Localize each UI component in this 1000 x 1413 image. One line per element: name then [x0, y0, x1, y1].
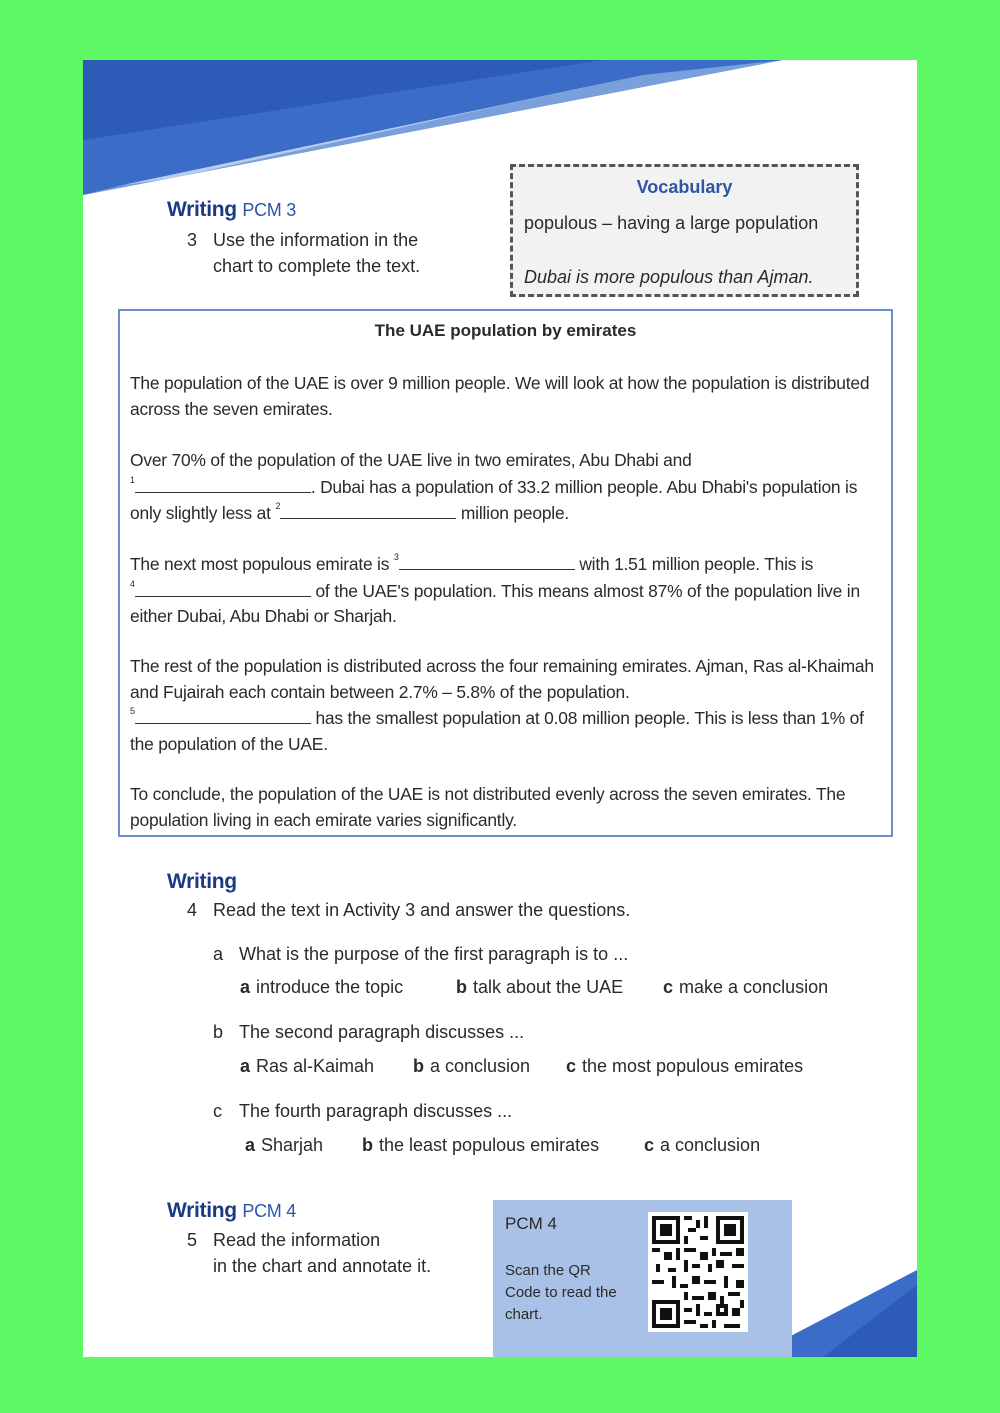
- option-text: a conclusion: [430, 1056, 531, 1076]
- option-c[interactable]: [566, 1056, 803, 1077]
- option-text: talk about the UAE: [473, 977, 624, 997]
- activity-number: 4: [187, 900, 198, 920]
- paragraph-text: Over 70% of the population of the UAE live in two emirates, Abu Dhabi and: [130, 450, 692, 470]
- blank-3[interactable]: [399, 551, 575, 570]
- option-text: a conclusion: [660, 1135, 761, 1155]
- vocabulary-definition: populous – having a large population: [524, 213, 819, 233]
- question-b: [213, 1022, 524, 1043]
- option-a[interactable]: [245, 1135, 323, 1156]
- option-letter: b: [362, 1135, 373, 1155]
- option-letter: b: [456, 977, 467, 997]
- question-letter: b: [213, 1022, 224, 1042]
- instruction-line: in the chart and annotate it.: [213, 1256, 432, 1276]
- blank-2[interactable]: [280, 500, 456, 519]
- vocabulary-title: Vocabulary: [636, 177, 733, 197]
- pcm4-title: PCM 4: [505, 1214, 557, 1233]
- population-text-box: [118, 309, 893, 837]
- option-a[interactable]: [240, 1056, 374, 1077]
- paragraph-text: The next most populous emirate is: [130, 554, 390, 574]
- paragraph-text: with 1.51 million people. This is: [579, 554, 814, 574]
- activity5-heading: [167, 1199, 296, 1223]
- paragraph-3: [130, 551, 882, 630]
- vocabulary-box: [510, 164, 859, 297]
- question-letter: c: [213, 1101, 222, 1121]
- vocabulary-example: Dubai is more populous than Ajman.: [524, 267, 814, 287]
- paragraph-4: [130, 654, 882, 757]
- paragraph-text: million people.: [460, 503, 570, 524]
- question-text: The fourth paragraph discusses ...: [239, 1101, 513, 1121]
- option-c[interactable]: [663, 977, 828, 998]
- activity3-heading: [167, 198, 296, 222]
- writing-label: Writing: [167, 1199, 237, 1222]
- worksheet-page: [83, 60, 917, 1357]
- pcm-label: PCM 4: [242, 1201, 296, 1221]
- option-text: introduce the topic: [256, 977, 404, 997]
- question-text: What is the purpose of the first paragraph is to ...: [239, 944, 629, 964]
- blank-number: 1: [130, 474, 135, 485]
- instruction-line: chart to complete the text.: [213, 256, 421, 276]
- activity5-instruction: [187, 1227, 431, 1279]
- paragraph-1: The population of the UAE is over 9 million people. We will look at how the population is distributed across the seven emirates.: [130, 373, 870, 419]
- footer-decoration: [783, 1270, 917, 1357]
- option-b[interactable]: [413, 1056, 530, 1077]
- question-letter: a: [213, 944, 224, 964]
- activity-number: 5: [187, 1230, 198, 1250]
- writing-label: Writing: [167, 198, 237, 221]
- blank-number: 5: [130, 706, 135, 717]
- option-text: make a conclusion: [679, 977, 829, 997]
- option-text: Sharjah: [261, 1135, 324, 1155]
- blank-4[interactable]: [135, 578, 311, 597]
- option-letter: a: [245, 1135, 256, 1155]
- option-letter: c: [663, 977, 674, 997]
- blank-5[interactable]: [135, 705, 311, 724]
- instruction-line: Read the information: [213, 1230, 381, 1250]
- paragraph-text: . Dubai has a population of 33.2 million people. Abu Dhabi's population is only slightly less at: [130, 476, 858, 524]
- paragraph-2: [130, 448, 882, 527]
- option-letter: b: [413, 1056, 424, 1076]
- option-a[interactable]: [240, 977, 403, 998]
- option-letter: a: [240, 977, 251, 997]
- blank-1[interactable]: [135, 474, 311, 493]
- option-b[interactable]: [456, 977, 623, 998]
- option-letter: c: [644, 1135, 655, 1155]
- option-letter: a: [240, 1056, 251, 1076]
- paragraph-text: of the UAE's population. This means almost 87% of the population live in either Dubai, Abu Dhabi or Sharjah.: [130, 580, 860, 627]
- pcm4-description: Scan the QR Code to read the chart.: [505, 1262, 617, 1323]
- paragraph-5: To conclude, the population of the UAE is not distributed evenly across the seven emirates. The population living in each emirate varies significantly.: [130, 784, 846, 830]
- instruction-line: Use the information in the: [213, 230, 419, 250]
- blank-number: 2: [275, 501, 281, 512]
- question-a: [213, 944, 628, 965]
- activity-number: 3: [187, 230, 198, 250]
- activity4-instruction: [187, 897, 630, 923]
- question-c: [213, 1101, 512, 1122]
- option-text: Ras al-Kaimah: [256, 1056, 375, 1076]
- activity3-instruction: [187, 227, 420, 279]
- paragraph-text: has the smallest population at 0.08 million people. This is less than 1% of the population of the UAE.: [130, 708, 864, 754]
- pcm4-box: [493, 1200, 792, 1357]
- pcm-label: PCM 3: [242, 200, 296, 220]
- option-text: the most populous emirates: [582, 1056, 804, 1076]
- activity4-heading: Writing: [167, 870, 237, 893]
- option-c[interactable]: [644, 1135, 760, 1156]
- instruction-line: Read the text in Activity 3 and answer the questions.: [213, 900, 631, 920]
- option-text: the least populous emirates: [379, 1135, 600, 1155]
- qr-code-icon[interactable]: [648, 1212, 748, 1332]
- option-letter: c: [566, 1056, 577, 1076]
- text-title: The UAE population by emirates: [374, 321, 637, 340]
- blank-number: 3: [393, 552, 399, 562]
- paragraph-text: The rest of the population is distributed across the four remaining emirates. Ajman, Ras al-Khaimah and Fujairah each contain between 2.7% – 5.8% of the population.: [130, 656, 874, 702]
- option-b[interactable]: [362, 1135, 599, 1156]
- blank-number: 4: [130, 578, 135, 589]
- question-text: The second paragraph discusses ...: [239, 1022, 525, 1042]
